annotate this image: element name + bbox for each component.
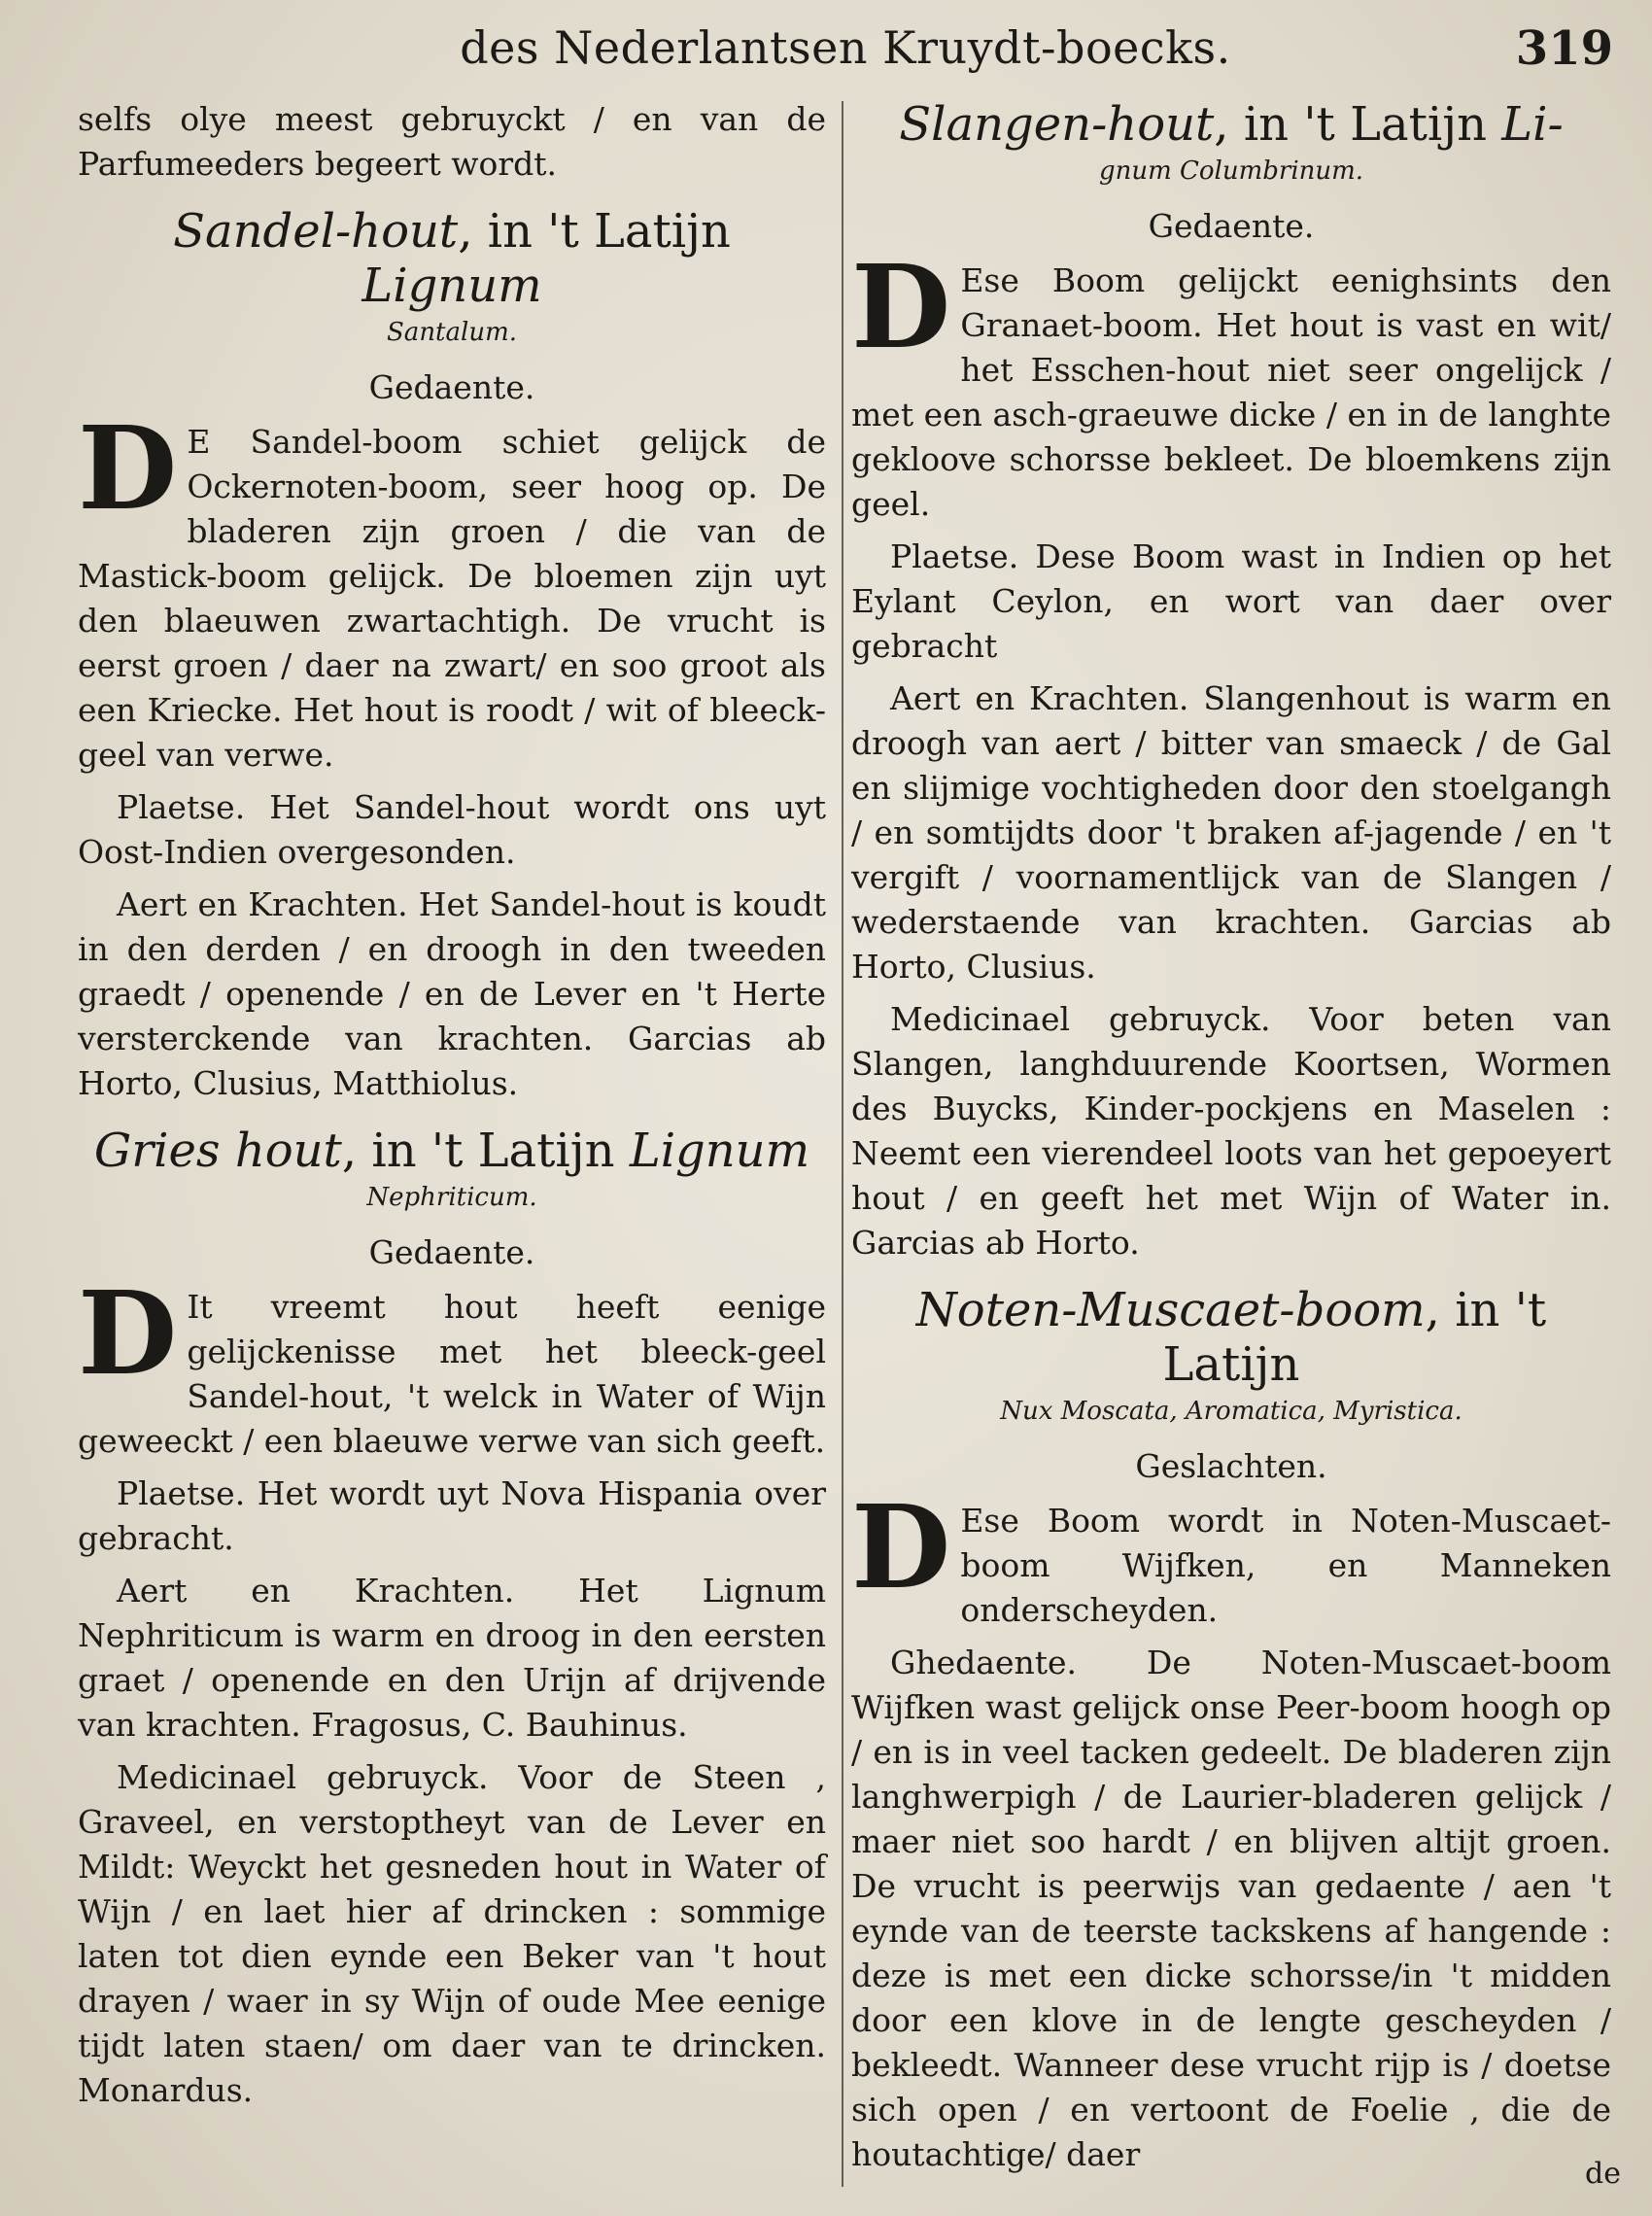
running-head: des Nederlantsen Kruydt-boecks. — [460, 21, 1231, 74]
entry-title-latin: Lignum — [361, 259, 542, 313]
entry-subtitle: gnum Columbrinum. — [1098, 156, 1364, 186]
entry-title-mid: , in 't Latijn — [1214, 97, 1488, 152]
paragraph-plaetse: Plaetse. Dese Boom wast in Indien op het Eylant Ceylon, en wort van daer over gebracht — [851, 537, 1611, 665]
entry-subtitle: Santalum. — [387, 318, 517, 347]
drop-cap: D — [851, 1479, 951, 1614]
section-head-geslachten: Geslachten. — [1135, 1447, 1327, 1485]
paragraph-aert: Aert en Krachten. Slangenhout is warm en droogh van aert / bitter van smaeck / de Gal en slijmige vochtigheden door den stoelgangh / en somtijdts door 't braken af-jagende / en 't vergift / voornamentlijck van de Slangen / wederstaende van krachten. Garcias ab Horto, Clusius. — [851, 679, 1611, 986]
paragraph-gedaente — [851, 239, 1611, 527]
section-head-gedaente: Gedaente. — [368, 1233, 535, 1271]
left-column — [78, 97, 826, 2177]
paragraph-text: E Sandel-boom schiet gelijck de Ockernoten-boom, seer hoog op. De bladeren zijn groen / die van de Mastick-boom gelijck. De bloemen zijn uyt den blaeuwen zwartachtigh. De vrucht is eerst groen / daer na zwart/ en soo groot als een Krieckе. Het hout is roodt / wit of bleeck-geel van verwe. — [78, 423, 826, 774]
entry-title-main: Sandel-hout — [173, 204, 459, 259]
catchword: de — [1585, 2157, 1621, 2191]
entry-title-noten-muscaet-boom — [851, 1283, 1611, 1392]
paragraph-text: It vreemt hout heeft eenige gelijckenisse met het bleeck-geel Sandel-hout, 't welck in Water of Wijn geweeckt / een blaeuwe verwe van sich geeft. — [78, 1288, 826, 1460]
entry-title-mid: , in 't Latijn — [458, 204, 731, 259]
entry-subtitle: Nux Moscata, Aromatica, Myristica. — [1000, 1397, 1463, 1426]
right-column — [843, 97, 1611, 2177]
entry-title-mid: , in 't Latijn — [341, 1124, 615, 1178]
paragraph-medicinael: Medicinael gebruyck. Voor de Steen , Graveel, en verstoptheyt van de Lever en Mildt: Weyckt het gesneden hout in Water of Wijn / en laet hier af drincken : sommige laten tot dien eynde een Beker van 't hout drayen / waer in sy Wijn of oude Mee eenige tijdt laten staen/ om daer van te drincken. Monardus. — [78, 1758, 826, 2109]
drop-cap: D — [851, 239, 951, 374]
paragraph-plaetse: Plaetse. Het Sandel-hout wordt ons uyt Oost-Indien overgesonden. — [78, 788, 826, 871]
entry-title-gries-hout — [78, 1124, 826, 1178]
paragraph-aert: Aert en Krachten. Het Lignum Nephriticum is warm en droog in den eersten graet / openende en den Urijn af drijvende van krachten. Fragosus, C. Bauhinus. — [78, 1572, 826, 1744]
paragraph-text: Ese Boom gelijckt eenighsints den Granaet-boom. Het hout is vast en wit/ het Esschen-hout niet seer ongelijck / met een asch-graeuwe dicke / en in de langhte gekloove schorsse bekleet. De bloemkens zijn geel. — [851, 261, 1611, 523]
entry-title-main: Noten-Muscaet-boom — [915, 1283, 1426, 1337]
drop-cap: D — [78, 1265, 178, 1401]
paragraph-ghedaente: Ghedaente. De Noten-Muscaet-boom Wijfken wast gelijck onse Peer-boom hoogh op / en is in veel tacken gedeelt. De bladeren zijn langhwerpigh / de Laurier-bladeren gelijck / maer niet soo hardt / en blijven altijt groen. De vrucht is peerwijs van gedaente / aen 't eynde van de teerste tackskens af hangende : deze is met een dicke schorsse/in 't midden door een klove in de lengte gescheyden / bekleedt. Wanneer dese vrucht rijp is / doetse sich open / en vertoont de Foelie , die de houtachtige/ daer — [851, 1644, 1611, 2173]
paragraph-text: Ese Boom wordt in Noten-Muscaet-boom Wijfken, en Manneken onderscheyden. — [960, 1502, 1611, 1629]
entry-subtitle: Nephriticum. — [366, 1183, 537, 1212]
entry-title-latin: Li- — [1501, 97, 1564, 152]
drop-cap: D — [78, 400, 178, 536]
paragraph-medicinael: Medicinael gebruyck. Voor beten van Slangen, langhduurende Koortsen, Wormen des Buycks, Kinder-pockjens en Maselen : Neemt een vierendeel loots van het gepoeyert hout / en geeft het met Wijn of Water in. Garcias ab Horto. — [851, 1000, 1611, 1262]
section-head-gedaente: Gedaente. — [368, 368, 535, 406]
entry-title-main: Gries hout — [93, 1124, 342, 1178]
section-head-gedaente: Gedaente. — [1148, 207, 1315, 245]
entry-title-main: Slangen-hout — [899, 97, 1215, 152]
paragraph-gedaente — [78, 400, 826, 778]
paragraph-gedaente — [78, 1265, 826, 1464]
entry-title-mid: , in 't Latijn — [1162, 1283, 1547, 1392]
entry-title-sandel-hout — [78, 204, 826, 313]
entry-title-latin: Lignum — [629, 1124, 810, 1178]
page-number: 319 — [1515, 21, 1613, 76]
entry-title-slangen-hout — [851, 97, 1611, 152]
continued-text: selfs olye meest gebruyckt / en van de Parfumeeders begeert wordt. — [78, 100, 826, 183]
paragraph-geslachten — [851, 1479, 1611, 1633]
paragraph-plaetse: Plaetse. Het wordt uyt Nova Hispania over gebracht. — [78, 1474, 826, 1557]
paragraph-aert: Aert en Krachten. Het Sandel-hout is koudt in den derden / en droogh in den tweeden graedt / openende / en de Lever en 't Herte versterckende van krachten. Garcias ab Horto, Clusius, Matthiolus. — [78, 885, 826, 1102]
